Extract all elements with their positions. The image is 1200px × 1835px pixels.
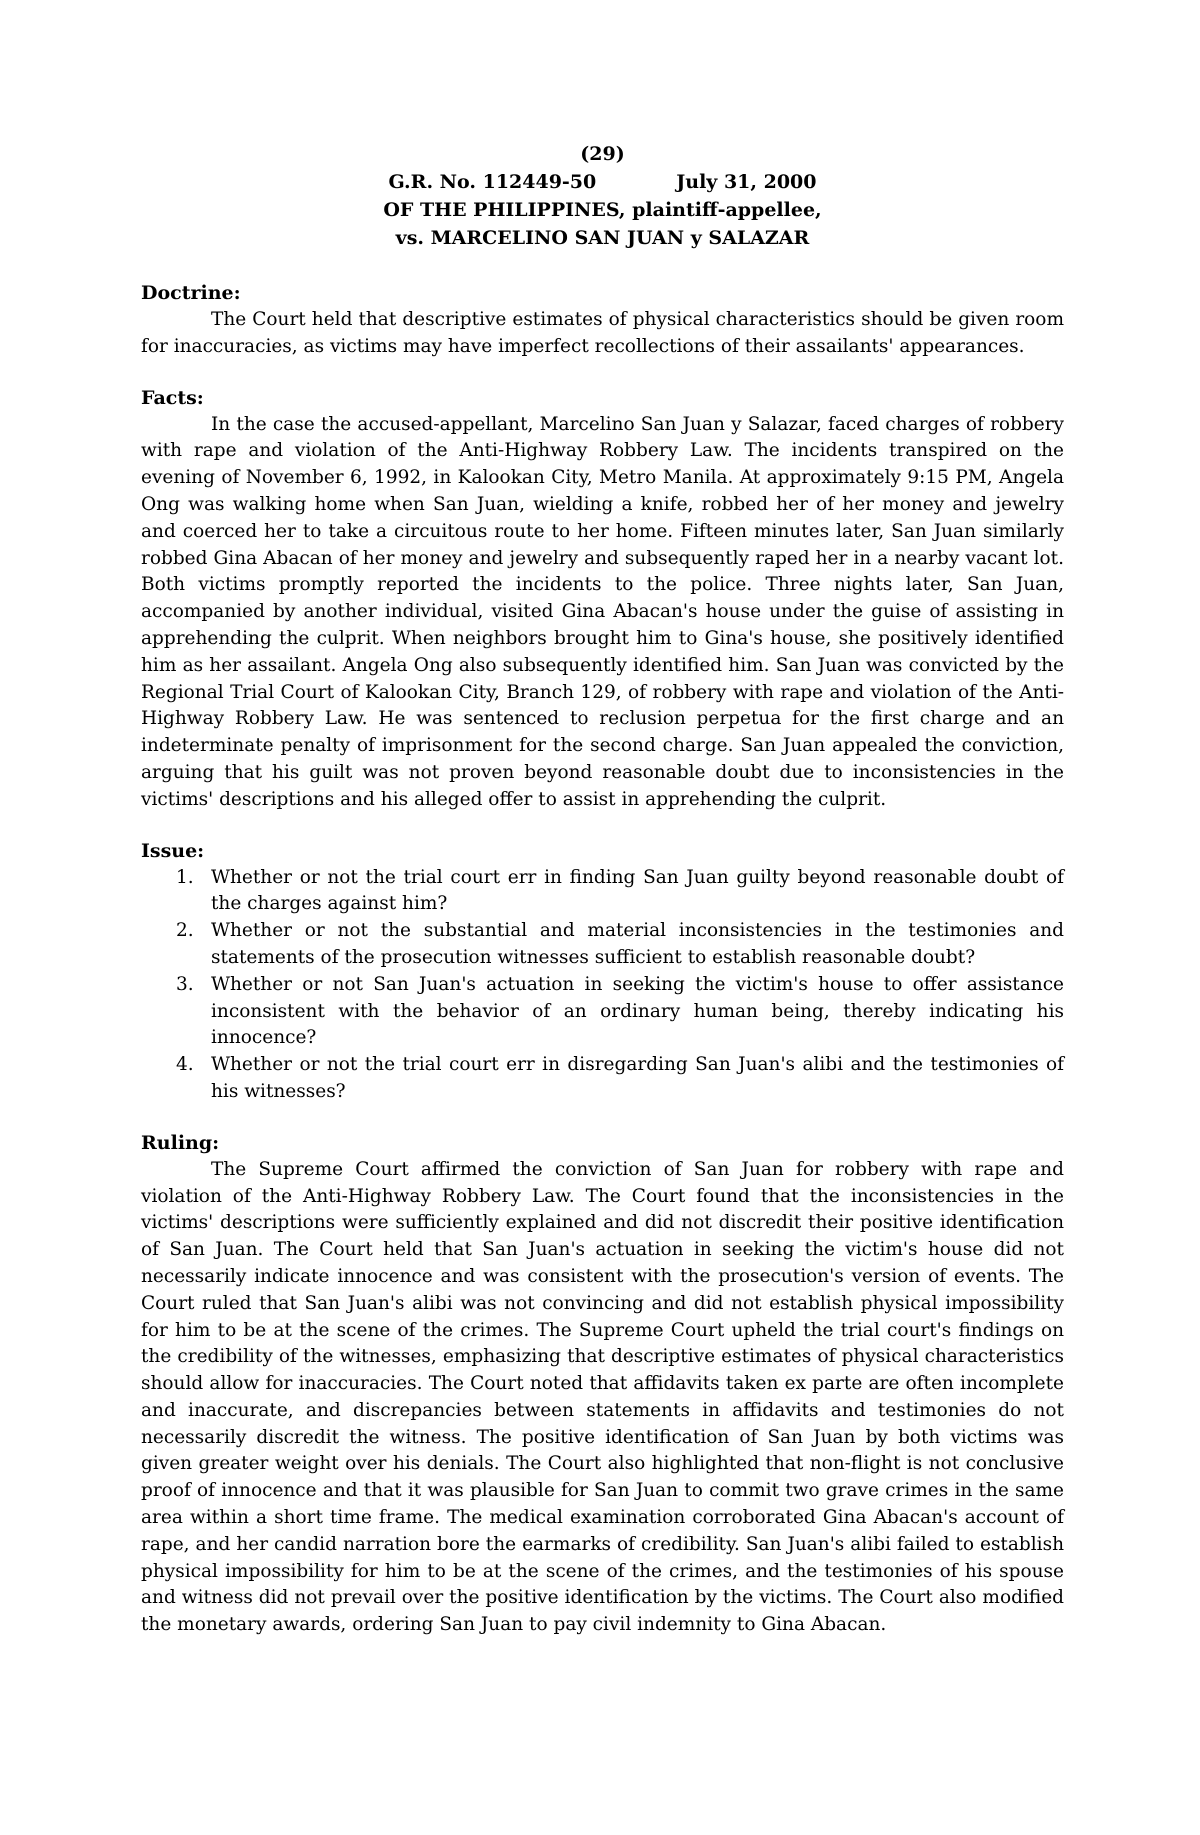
issue-item — [141, 918, 1064, 972]
issue-number: 4. — [176, 1054, 194, 1076]
gr-number: G.R. No. 112449-50 — [388, 171, 597, 193]
issue-text: Whether or not the substantial and material inconsistencies in the testimonies and statements of the prosecution witnesses sufficient to establish reasonable doubt? — [211, 920, 1064, 968]
issue-text: Whether or not San Juan's actuation in seeking the victim's house to offer assistance inconsistent with the behavior of an ordinary human being, thereby indicating his innocence? — [211, 973, 1064, 1049]
issue-item — [141, 865, 1064, 919]
issue-number: 3. — [176, 973, 194, 995]
parties-plaintiff: OF THE PHILIPPINES, plaintiff-appellee, — [383, 199, 822, 221]
issue-item — [141, 1052, 1064, 1106]
parties-accused: vs. MARCELINO SAN JUAN y SALAZAR — [395, 227, 810, 249]
ruling-section — [141, 1130, 1064, 1639]
spacer — [141, 814, 1064, 838]
spacer — [141, 1106, 1064, 1130]
facts-text: In the case the accused-appellant, Marcelino San Juan y Salazar, faced charges of robbery with rape and violation of the Anti-Highway Robbery Law. The incidents transpired on the evening of November 6, 1992, in Kalookan City, Metro Manila. At approximately 9:15 PM, Angela Ong was walking home when San Juan, wielding a knife, robbed her of her money and jewelry and coerced her to take a circuitous route to her home. Fifteen minutes later, San Juan similarly robbed Gina Abacan of her money and jewelry and subsequently raped her in a nearby vacant lot. Both victims promptly reported the incidents to the police. Three nights later, San Juan, accompanied by another individual, visited Gina Abacan's house under the guise of assisting in apprehending the culprit. When neighbors brought him to Gina's house, she positively identified him as her assailant. Angela Ong also subsequently identified him. San Juan was convicted by the Regional Trial Court of Kalookan City, Branch 129, of robbery with rape and violation of the Anti-Highway Robbery Law. He was sentenced to reclusion perpetua for the first charge and an indeterminate penalty of imprisonment for the second charge. San Juan appealed the conviction, arguing that his guilt was not proven beyond reasonable doubt due to inconsistencies in the victims' descriptions and his alleged offer to assist in apprehending the culprit. — [141, 413, 1064, 810]
issue-text: Whether or not the trial court err in finding San Juan guilty beyond reasonable doubt of the charges against him? — [211, 866, 1064, 915]
issue-number: 1. — [176, 866, 194, 888]
ruling-text: The Supreme Court affirmed the conviction of San Juan for robbery with rape and violation of the Anti-Highway Robbery Law. The Court found that the inconsistencies in the victims' descriptions were sufficiently explained and did not discredit their positive identification of San Juan. The Court held that San Juan's actuation in seeking the victim's house did not necessarily indicate innocence and was consistent with the prosecution's version of events. The Court ruled that San Juan's alibi was not convincing and did not establish physical impossibility for him to be at the scene of the crimes. The Supreme Court upheld the trial court's findings on the credibility of the witnesses, emphasizing that descriptive estimates of physical characteristics should allow for inaccuracies. The Court noted that affidavits taken ex parte are often incomplete and inaccurate, and discrepancies between statements in affidavits and testimonies do not necessarily discredit the witness. The positive identification of San Juan by both victims was given greater weight over his denials. The Court also highlighted that non-flight is not conclusive proof of innocence and that it was plausible for San Juan to commit two grave crimes in the same area within a short time frame. The medical examination corroborated Gina Abacan's account of rape, and her candid narration bore the earmarks of credibility. San Juan's alibi failed to establish physical impossibility for him to be at the scene of the crimes, and the testimonies of his spouse and witness did not prevail over the positive identification by the victims. The Court also modified the monetary awards, ordering San Juan to pay civil indemnity to Gina Abacan. — [141, 1158, 1064, 1636]
spacer — [141, 361, 1064, 385]
facts-heading: Facts: — [141, 386, 204, 409]
case-citation — [141, 168, 1064, 196]
case-number: (29) — [580, 143, 625, 165]
facts-section — [141, 385, 1064, 814]
document-page — [141, 140, 1064, 1639]
ruling-heading: Ruling: — [141, 1131, 220, 1154]
spacer — [141, 252, 1064, 280]
issue-heading: Issue: — [141, 839, 205, 862]
case-header — [141, 140, 1064, 252]
issue-section — [141, 838, 1064, 1106]
doctrine-text: The Court held that descriptive estimates of physical characteristics should be given room for inaccuracies, as victims may have imperfect recollections of their assailants' appearances. — [141, 309, 1064, 357]
issue-list — [141, 865, 1064, 1106]
issue-number: 2. — [176, 920, 194, 942]
doctrine-section — [141, 280, 1064, 361]
decision-date: July 31, 2000 — [676, 171, 817, 193]
issue-text: Whether or not the trial court err in disregarding San Juan's alibi and the testimonies of his witnesses? — [211, 1054, 1064, 1102]
issue-item — [141, 972, 1064, 1052]
doctrine-heading: Doctrine: — [141, 282, 241, 304]
